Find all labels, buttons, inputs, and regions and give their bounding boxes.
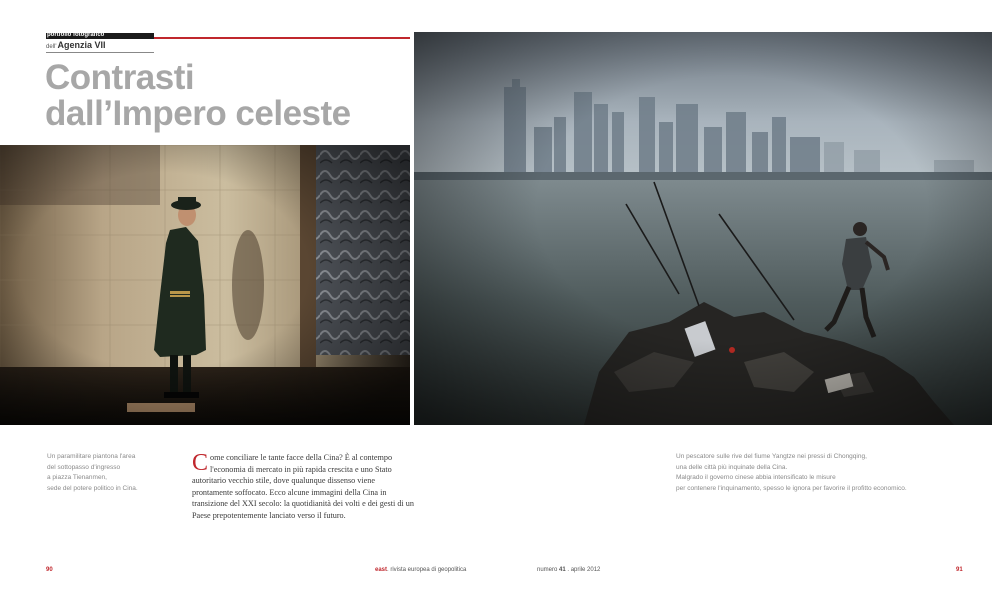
issue-date: . aprile 2012	[567, 567, 601, 573]
guard-photo	[0, 145, 410, 425]
magazine-brand: east	[375, 567, 388, 573]
photo-caption-right	[676, 452, 976, 494]
intro-paragraph	[192, 452, 414, 522]
drop-cap: C	[192, 450, 209, 476]
caption-line: per contenere l'inquinamento, spesso le ignora per favorire il profitto economico.	[676, 484, 907, 492]
article-headline	[45, 60, 405, 132]
intro-text: ome conciliare le tante facce della Cina? È al contempo l'economia di mercato in più rapida crescita e uno Stato autoritario vecchio stile, dove qualunque dissenso viene prontamente soffocato. Ecco alcune immagini della Cina in transizione del XXI secolo: la quotidianità dei volti e dei gesti di un Paese prepotentemente lanciato verso il futuro.	[192, 453, 414, 520]
caption-line: a piazza Tienanmen,	[47, 474, 107, 481]
caption-line: sede del potere politico in Cina.	[47, 484, 138, 492]
photo-caption-left	[47, 452, 157, 494]
issue-info	[537, 567, 600, 573]
caption-line: Un pescatore sulle rive del fiume Yangtze nei pressi di Chongqing,	[676, 453, 867, 460]
caption-line: Un paramilitare piantona l'area	[47, 453, 136, 460]
page-number-right: 91	[956, 567, 963, 573]
magazine-name	[375, 567, 466, 573]
headline-line-2: dall’Impero celeste	[45, 94, 351, 133]
magazine-subtitle: . rivista europea di geopolitica	[387, 567, 467, 573]
agency-credit	[46, 40, 106, 50]
agency-name: Agenzia VII	[57, 40, 106, 50]
divider	[46, 52, 154, 53]
section-kicker: portfolio fotografico	[47, 32, 105, 38]
headline-line-1: Contrasti	[45, 58, 195, 97]
guard-photo-image	[0, 145, 410, 425]
issue-prefix: numero	[537, 567, 560, 573]
caption-line: Malgrado il governo cinese abbia intensificato le misure	[676, 474, 836, 481]
river-photo	[414, 32, 992, 425]
accent-rule	[154, 37, 410, 39]
agency-prefix: dell'	[46, 44, 57, 50]
issue-number: 41	[559, 567, 566, 573]
caption-line: del sottopasso d'ingresso	[47, 463, 121, 471]
river-photo-image	[414, 32, 992, 425]
caption-line: una delle città più inquinate della Cina.	[676, 463, 788, 471]
page-number-left: 90	[46, 567, 53, 573]
